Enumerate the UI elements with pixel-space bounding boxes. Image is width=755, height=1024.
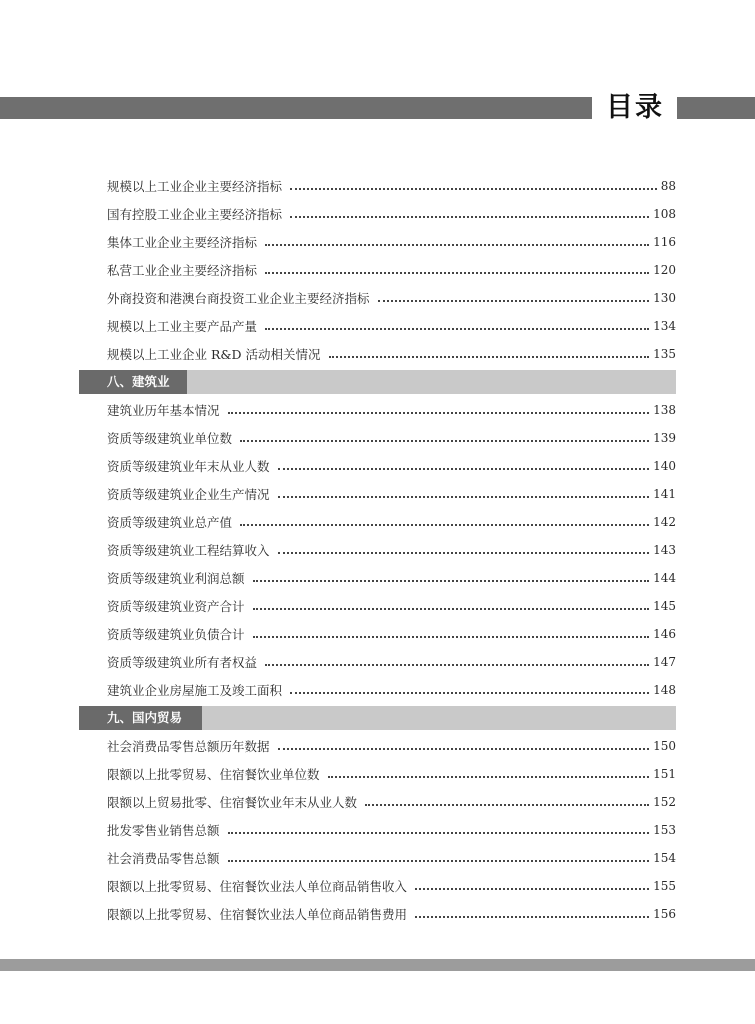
toc-leader-dots	[290, 692, 649, 694]
toc-entry[interactable]	[79, 424, 676, 452]
header-bar-right	[677, 97, 755, 119]
toc-entry[interactable]	[79, 732, 676, 760]
toc-entry-page: 130	[653, 291, 676, 305]
toc-leader-dots	[265, 328, 649, 330]
toc-entry[interactable]	[79, 396, 676, 424]
toc-entry[interactable]	[79, 592, 676, 620]
toc-entry[interactable]	[79, 508, 676, 536]
toc-entry[interactable]	[79, 620, 676, 648]
toc-entry-label: 建筑业历年基本情况	[107, 403, 220, 418]
toc-leader-dots	[253, 580, 650, 582]
toc-leader-dots	[290, 188, 657, 190]
toc-leader-dots	[365, 804, 649, 806]
toc-entry-label: 资质等级建筑业单位数	[107, 431, 233, 446]
page-title: 目录	[606, 92, 664, 123]
toc-entry-page: 150	[653, 739, 676, 753]
toc-entry-page: 151	[653, 767, 676, 781]
toc-entry-label: 限额以上批零贸易、住宿餐饮业法人单位商品销售费用	[107, 907, 408, 922]
section-header-construction	[79, 370, 676, 394]
toc-entry-label: 限额以上批零贸易、住宿餐饮业单位数	[107, 767, 320, 782]
toc-leader-dots	[253, 636, 650, 638]
toc-entry[interactable]	[79, 760, 676, 788]
toc-leader-dots	[415, 888, 649, 890]
toc-entry-label: 规模以上工业企业主要经济指标	[107, 179, 283, 194]
toc-leader-dots	[378, 300, 650, 302]
toc-entry-page: 120	[653, 263, 676, 277]
toc-entry-label: 限额以上批零贸易、住宿餐饮业法人单位商品销售收入	[107, 879, 408, 894]
toc-entry-page: 152	[653, 795, 676, 809]
toc-entry-label: 私营工业企业主要经济指标	[107, 263, 258, 278]
toc-leader-dots	[278, 496, 650, 498]
toc-entry-page: 145	[653, 599, 676, 613]
toc-entry[interactable]	[79, 564, 676, 592]
toc-entry-label: 资质等级建筑业资产合计	[107, 599, 245, 614]
toc-entry[interactable]	[79, 536, 676, 564]
section-title: 九、国内贸易	[79, 706, 202, 730]
toc-entry-label: 规模以上工业主要产品产量	[107, 319, 258, 334]
toc-entry[interactable]	[79, 228, 676, 256]
toc-entry[interactable]	[79, 676, 676, 704]
toc-leader-dots	[278, 552, 650, 554]
toc-entry[interactable]	[79, 284, 676, 312]
toc-leader-dots	[240, 440, 649, 442]
footer-bar	[0, 959, 755, 971]
toc-entry-page: 147	[653, 655, 676, 669]
toc-entry[interactable]	[79, 452, 676, 480]
toc-entry-page: 154	[653, 851, 676, 865]
toc-entry-label: 建筑业企业房屋施工及竣工面积	[107, 683, 283, 698]
toc-leader-dots	[290, 216, 649, 218]
toc-entry-label: 资质等级建筑业企业生产情况	[107, 487, 270, 502]
toc-entry-label: 集体工业企业主要经济指标	[107, 235, 258, 250]
toc-leader-dots	[228, 860, 650, 862]
toc-entry-page: 156	[653, 907, 676, 921]
toc-entry[interactable]	[79, 872, 676, 900]
toc-entry-label: 资质等级建筑业利润总额	[107, 571, 245, 586]
toc-leader-dots	[240, 524, 649, 526]
toc-entry-page: 155	[653, 879, 676, 893]
toc-entry-page: 139	[653, 431, 676, 445]
table-of-contents	[79, 172, 676, 928]
toc-entry-label: 国有控股工业企业主要经济指标	[107, 207, 283, 222]
section-header-domestic-trade	[79, 706, 676, 730]
toc-entry-label: 资质等级建筑业工程结算收入	[107, 543, 270, 558]
toc-entry[interactable]	[79, 900, 676, 928]
toc-entry-page: 108	[653, 207, 676, 221]
toc-leader-dots	[228, 832, 650, 834]
toc-entry[interactable]	[79, 480, 676, 508]
toc-entry[interactable]	[79, 256, 676, 284]
toc-leader-dots	[265, 244, 649, 246]
toc-entry[interactable]	[79, 648, 676, 676]
toc-entry-page: 134	[653, 319, 676, 333]
toc-entry[interactable]	[79, 788, 676, 816]
toc-entry-page: 146	[653, 627, 676, 641]
toc-entry-page: 88	[660, 179, 676, 193]
header-bar-left	[0, 97, 592, 119]
toc-entry-label: 规模以上工业企业 R&D 活动相关情况	[107, 347, 321, 362]
toc-entry[interactable]	[79, 816, 676, 844]
toc-entry-page: 144	[653, 571, 676, 585]
toc-leader-dots	[228, 412, 650, 414]
toc-entry-label: 资质等级建筑业负债合计	[107, 627, 245, 642]
toc-leader-dots	[415, 916, 649, 918]
toc-entry-page: 135	[653, 347, 676, 361]
toc-leader-dots	[253, 608, 650, 610]
toc-entry-label: 限额以上贸易批零、住宿餐饮业年末从业人数	[107, 795, 358, 810]
toc-leader-dots	[329, 356, 650, 358]
toc-entry-label: 外商投资和港澳台商投资工业企业主要经济指标	[107, 291, 370, 306]
toc-entry-page: 140	[653, 459, 676, 473]
toc-entry-page: 116	[653, 235, 676, 249]
toc-entry[interactable]	[79, 172, 676, 200]
toc-entry-page: 141	[653, 487, 676, 501]
toc-entry-label: 资质等级建筑业总产值	[107, 515, 233, 530]
toc-leader-dots	[328, 776, 650, 778]
toc-entry-page: 143	[653, 543, 676, 557]
toc-entry[interactable]	[79, 340, 676, 368]
toc-entry[interactable]	[79, 844, 676, 872]
toc-leader-dots	[278, 468, 650, 470]
toc-entry-label: 社会消费品零售总额历年数据	[107, 739, 270, 754]
toc-entry-label: 资质等级建筑业所有者权益	[107, 655, 258, 670]
toc-entry[interactable]	[79, 312, 676, 340]
toc-entry-page: 142	[653, 515, 676, 529]
toc-leader-dots	[265, 664, 649, 666]
toc-entry-page: 148	[653, 683, 676, 697]
toc-entry-label: 批发零售业销售总额	[107, 823, 220, 838]
toc-leader-dots	[278, 748, 650, 750]
toc-entry-label: 资质等级建筑业年末从业人数	[107, 459, 270, 474]
toc-entry-page: 138	[653, 403, 676, 417]
toc-entry[interactable]	[79, 200, 676, 228]
toc-leader-dots	[265, 272, 649, 274]
section-title: 八、建筑业	[79, 370, 187, 394]
toc-entry-page: 153	[653, 823, 676, 837]
toc-entry-label: 社会消费品零售总额	[107, 851, 220, 866]
